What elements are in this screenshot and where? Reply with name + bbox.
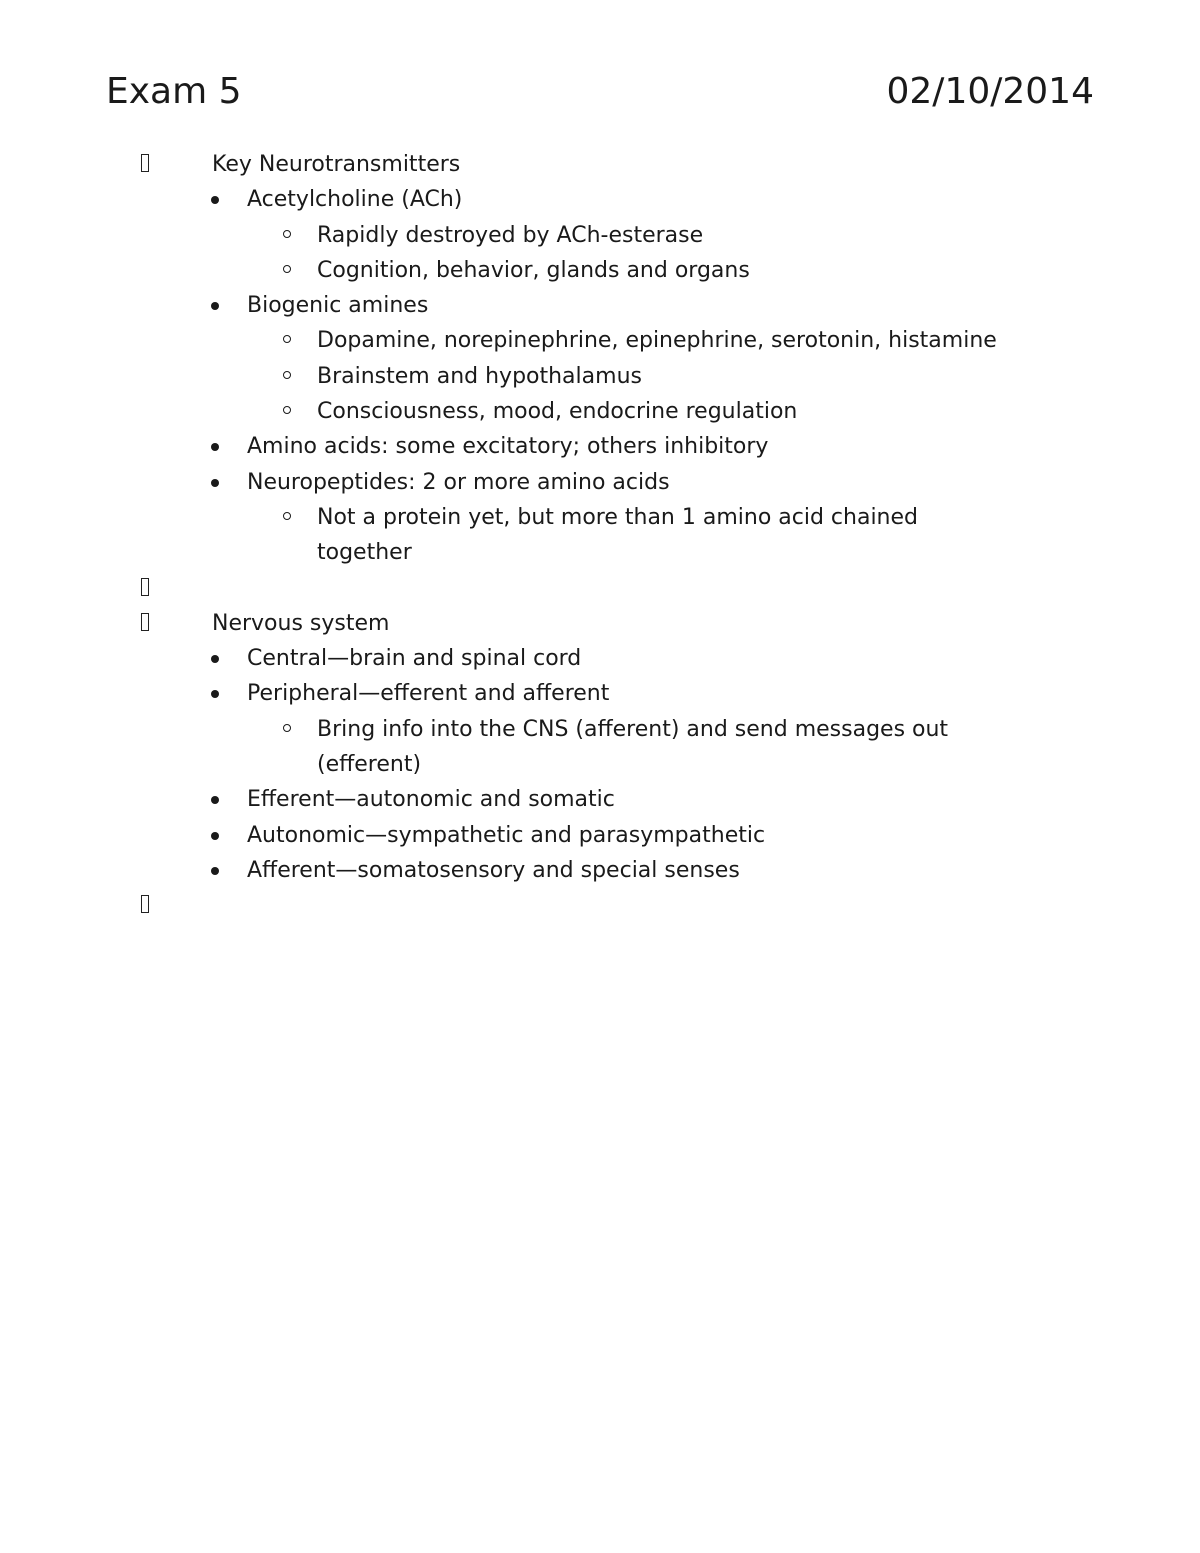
list-item-text: Afferent—somatosensory and special senses [247,857,740,883]
outline [0,147,1200,924]
page-date: 02/10/2014 [886,71,1094,112]
bullet-icon [211,302,219,310]
sub-list-item [0,500,1200,571]
list-item-text: Biogenic amines [247,293,429,319]
sub-list-item-text: Bring info into the CNS (afferent) and send messages out (efferent) [317,716,949,778]
hollow-bullet-icon [283,335,291,343]
bullet-icon [211,655,219,663]
section-marker-icon [141,613,149,631]
outline-section [0,606,1200,641]
sub-list-item-text: Not a protein yet, but more than 1 amino acid chained together [317,504,919,566]
list-item-text: Efferent—autonomic and somatic [247,787,615,813]
list-item [0,641,1200,676]
sub-list-item-text: Rapidly destroyed by ACh-esterase [317,222,704,248]
hollow-bullet-icon [283,406,291,414]
sub-list-item-text: Dopamine, norepinephrine, epinephrine, serotonin, histamine [317,328,997,354]
list-item-text: Neuropeptides: 2 or more amino acids [247,469,670,495]
hollow-bullet-icon [283,230,291,238]
bullet-icon [211,479,219,487]
list-item-text: Amino acids: some excitatory; others inhibitory [247,434,769,460]
sub-list-item [0,712,1200,783]
outline-section [0,888,1200,923]
list-item [0,853,1200,888]
list-item-text: Central—brain and spinal cord [247,646,582,672]
sub-list-item [0,323,1200,358]
list-item [0,818,1200,853]
hollow-bullet-icon [283,512,291,520]
bullet-icon [211,196,219,204]
section-marker-icon [141,578,149,596]
section-heading: Key Neurotransmitters [212,152,461,177]
hollow-bullet-icon [283,265,291,273]
sub-list-item-text: Consciousness, mood, endocrine regulation [317,399,798,425]
list-item [0,782,1200,817]
sub-list-item [0,394,1200,429]
outline-section [0,571,1200,606]
bullet-icon [211,690,219,698]
section-marker-icon [141,154,149,172]
bullet-icon [211,867,219,875]
list-item-text: Acetylcholine (ACh) [247,187,463,213]
sub-list-item [0,359,1200,394]
hollow-bullet-icon [283,371,291,379]
hollow-bullet-icon [283,724,291,732]
section-marker-icon [141,895,149,913]
page-title: Exam 5 [106,71,242,112]
sub-list-item [0,218,1200,253]
list-item [0,182,1200,217]
section-heading: Nervous system [212,610,390,636]
bullet-icon [211,796,219,804]
list-item [0,676,1200,711]
bullet-icon [211,443,219,451]
list-item-text: Autonomic—sympathetic and parasympathetic [247,822,766,848]
list-item [0,429,1200,464]
bullet-icon [211,832,219,840]
sub-list-item-text: Brainstem and hypothalamus [317,363,642,389]
sub-list-item [0,253,1200,288]
outline-section [0,147,1200,182]
list-item [0,288,1200,323]
list-item-text: Peripheral—efferent and afferent [247,681,610,707]
list-item [0,465,1200,500]
sub-list-item-text: Cognition, behavior, glands and organs [317,257,750,283]
